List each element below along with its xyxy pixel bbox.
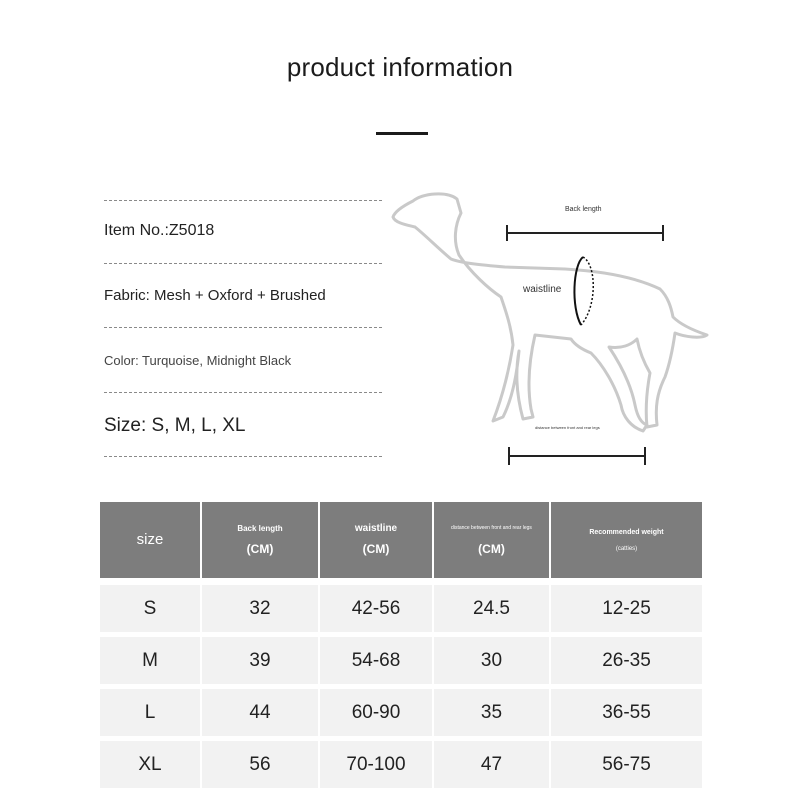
cell-weight: 56-75 <box>551 736 702 788</box>
header-recommended-weight: Recommended weight (catties) <box>551 502 702 578</box>
table-row <box>100 578 702 632</box>
page-title: product information <box>286 52 514 82</box>
cell-waistline: 54-68 <box>320 632 434 684</box>
divider <box>104 263 382 264</box>
header-waistline: waistline (CM) <box>320 502 434 578</box>
table-header-row <box>100 502 702 578</box>
table-row <box>100 684 702 736</box>
cell-weight: 36-55 <box>551 684 702 736</box>
cell-back-length: 39 <box>202 632 320 684</box>
color-info: Color: Turquoise, Midnight Black <box>104 353 292 368</box>
title-underline <box>376 132 428 135</box>
divider <box>104 456 382 457</box>
header-back-length: Back length (CM) <box>202 502 320 578</box>
cell-weight: 12-25 <box>551 578 702 632</box>
fabric-info: Fabric: Mesh + Oxford + Brushed <box>104 287 326 304</box>
dog-outline-icon <box>393 194 707 431</box>
waist-line-icon <box>574 257 583 325</box>
header-size: size <box>100 502 202 578</box>
waistline-label: waistline <box>523 284 562 295</box>
cell-waistline: 70-100 <box>320 736 434 788</box>
size-table <box>100 502 702 788</box>
cell-waistline: 60-90 <box>320 684 434 736</box>
cell-legs-distance: 47 <box>434 736 551 788</box>
size-info: Size: S, M, L, XL <box>104 415 246 436</box>
cell-back-length: 32 <box>202 578 320 632</box>
cell-size: XL <box>100 736 202 788</box>
divider <box>104 392 382 393</box>
cell-size: S <box>100 578 202 632</box>
back-length-label: Back length <box>565 206 602 213</box>
cell-size: L <box>100 684 202 736</box>
cell-size: M <box>100 632 202 684</box>
divider <box>104 200 382 201</box>
legs-distance-label: distance between front and rear legs <box>535 425 600 430</box>
cell-back-length: 44 <box>202 684 320 736</box>
cell-back-length: 56 <box>202 736 320 788</box>
cell-waistline: 42-56 <box>320 578 434 632</box>
cell-legs-distance: 30 <box>434 632 551 684</box>
cell-legs-distance: 35 <box>434 684 551 736</box>
item-number: Item No.:Z5018 <box>104 222 215 239</box>
waist-line-back-icon <box>581 257 593 325</box>
cell-weight: 26-35 <box>551 632 702 684</box>
table-row <box>100 632 702 684</box>
table-row <box>100 736 702 788</box>
cell-legs-distance: 24.5 <box>434 578 551 632</box>
header-legs-distance: distance between front and rear legs (CM) <box>434 502 551 578</box>
divider <box>104 327 382 328</box>
